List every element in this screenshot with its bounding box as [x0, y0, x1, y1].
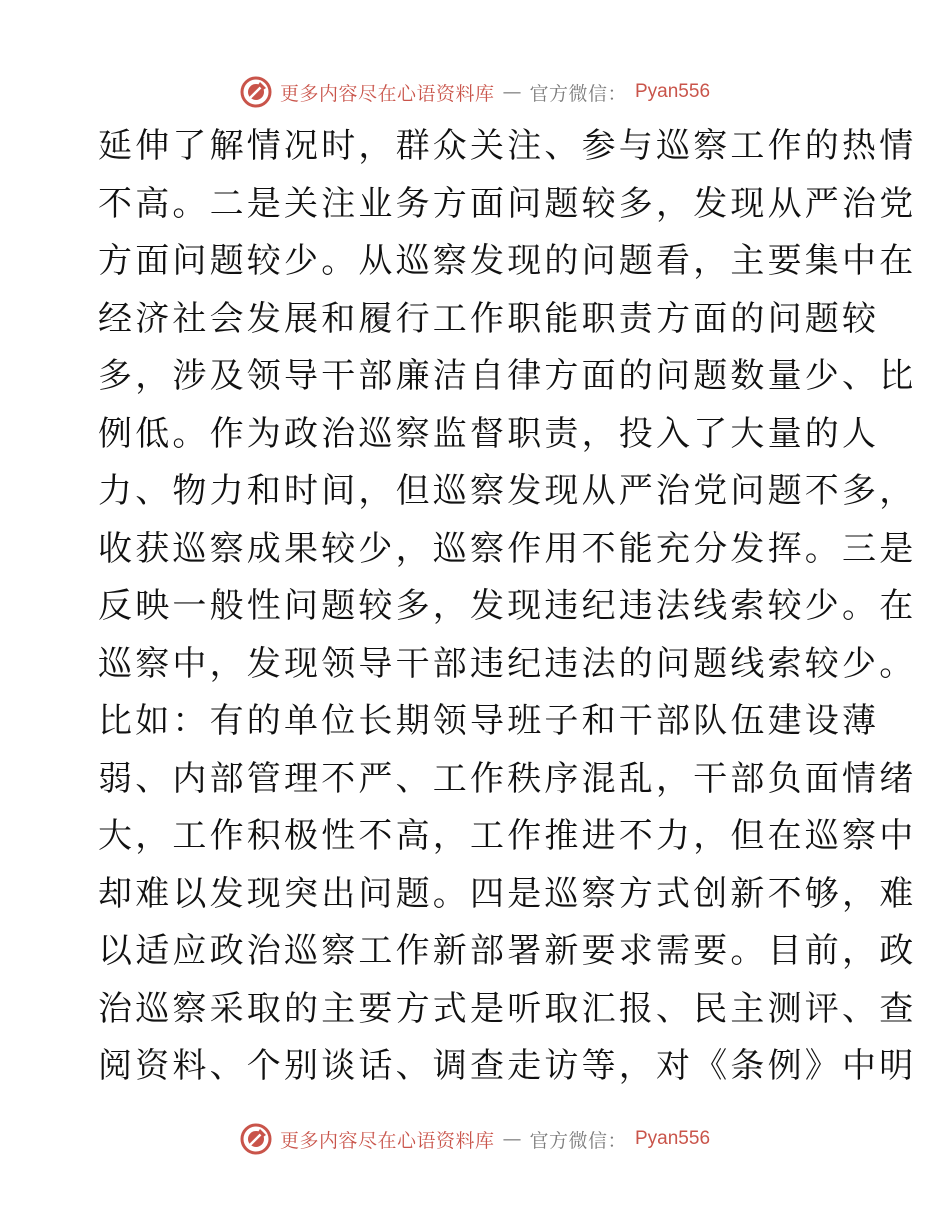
body-line: 却难以发现突出问题。四是巡察方式创新不够，难 — [98, 873, 917, 914]
footer-banner — [0, 1119, 950, 1159]
body-line: 力、物力和时间，但巡察发现从严治党问题不多， — [98, 471, 917, 511]
body-line: 方面问题较少。从巡察发现的问题看，主要集中在 — [98, 241, 917, 281]
footer-separator: — — [502, 1128, 522, 1150]
header-wechat-id: Pyan556 — [635, 81, 711, 102]
body-line: 反映一般性问题较多，发现违纪违法线索较少。在 — [98, 586, 917, 626]
body-line: 不高。二是关注业务方面问题较多，发现从严治党 — [98, 183, 917, 224]
body-line: 巡察中，发现领导干部违纪违法的问题线索较少。 — [98, 643, 917, 684]
body-line: 经济社会发展和履行工作职能职责方面的问题较 — [98, 298, 880, 339]
footer-wechat-id: Pyan556 — [635, 1128, 711, 1149]
body-line: 多，涉及领导干部廉洁自律方面的问题数量少、比 — [98, 356, 917, 396]
footer-slogan: 更多内容尽在心语资料库 — [279, 1129, 495, 1152]
header-separator: — — [502, 81, 522, 103]
document-body — [98, 118, 917, 1096]
header-slogan: 更多内容尽在心语资料库 — [279, 82, 495, 105]
body-line: 阅资料、个别谈话、调查走访等，对《条例》中明 — [98, 1046, 917, 1086]
body-line: 延伸了解情况时，群众关注、参与巡察工作的热情 — [98, 126, 917, 166]
body-line: 收获巡察成果较少，巡察作用不能充分发挥。三是 — [98, 528, 917, 569]
body-line: 例低。作为政治巡察监督职责，投入了大量的人 — [98, 413, 880, 454]
body-line: 比如：有的单位长期领导班子和干部队伍建设薄 — [98, 701, 880, 741]
header-wechat-label: 官方微信： — [529, 82, 627, 105]
footer-wechat-label: 官方微信： — [529, 1129, 627, 1152]
body-line: 弱、内部管理不严、工作秩序混乱，干部负面情绪 — [98, 758, 917, 799]
header-banner — [0, 72, 950, 112]
body-line: 治巡察采取的主要方式是听取汇报、民主测评、查 — [98, 988, 917, 1029]
body-line: 以适应政治巡察工作新部署新要求需要。目前，政 — [98, 931, 917, 971]
seal-logo-icon — [240, 76, 272, 108]
body-line: 大，工作积极性不高，工作推进不力，但在巡察中 — [98, 816, 917, 856]
seal-logo-icon — [240, 1123, 272, 1155]
